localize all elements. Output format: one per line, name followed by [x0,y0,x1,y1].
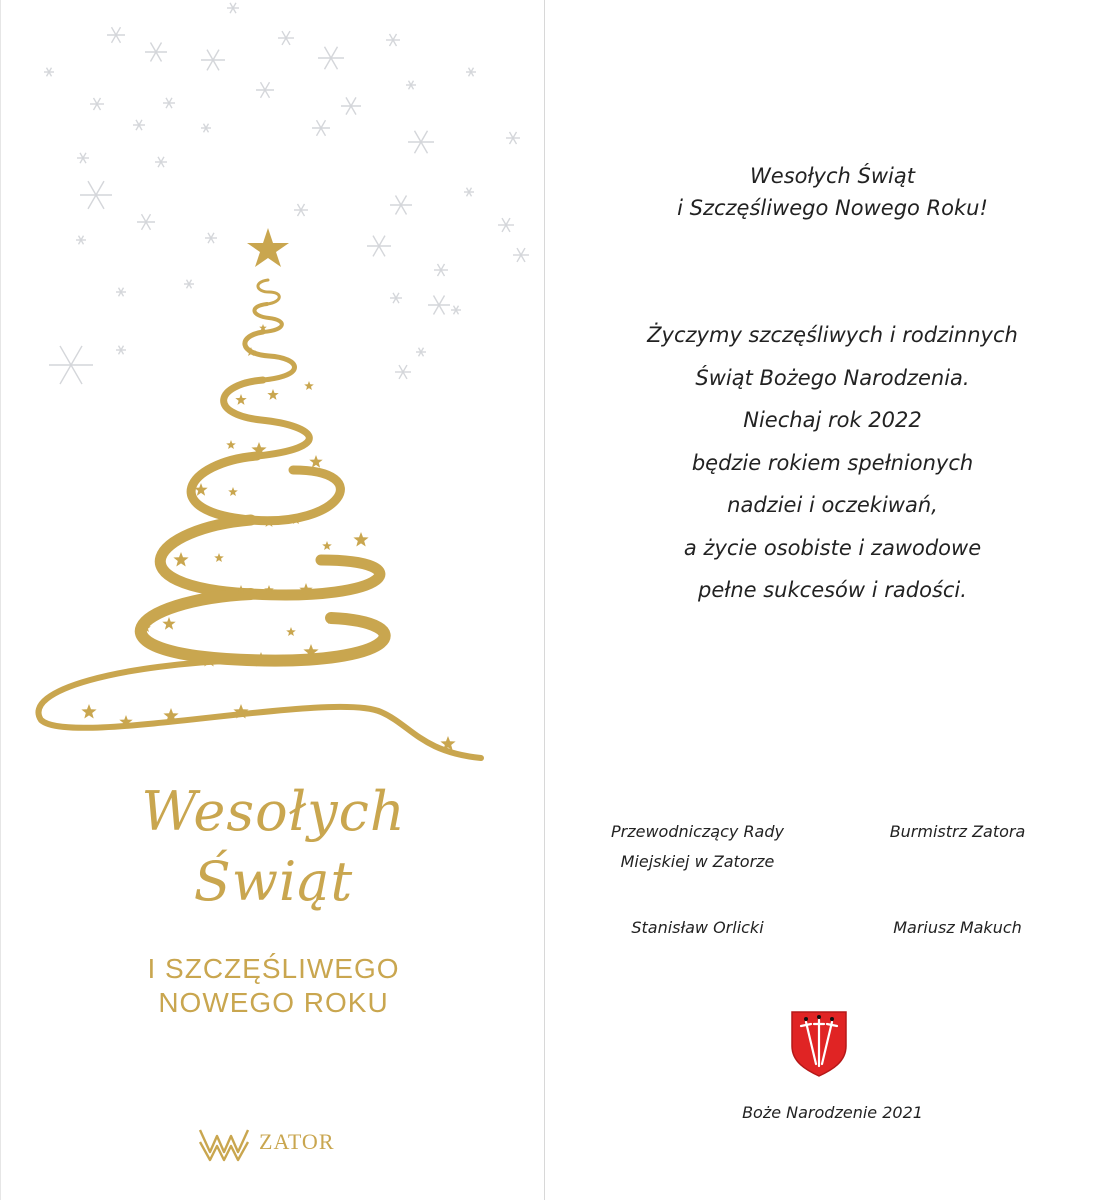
snowflake-icon [466,68,476,77]
snowflake-icon [107,27,125,43]
snowflake-icon [451,306,461,315]
snowflake-icon [513,248,529,262]
christmas-tree-illustration [1,0,546,1200]
front-caps-line-2: NOWEGO ROKU [158,987,389,1018]
snowflake-icon [312,120,330,136]
brand-name: ZATOR [259,1129,335,1154]
snowflake-icon [386,34,400,46]
star-icon [235,394,246,405]
snowflake-icon [155,157,167,167]
snowflake-icon [408,131,434,154]
snowflake-icon [163,98,175,108]
star-icon [309,455,322,468]
snowflake-icon [256,82,274,98]
front-script-line-1: Wesołych [141,780,406,843]
star-icon [322,541,332,550]
snowflake-icon [341,97,361,114]
snowflake-icon [395,365,411,379]
crown-icon [197,1122,251,1162]
card-front [0,0,545,1200]
tree-ribbon [38,280,481,758]
snowflake-icon [201,124,211,133]
snowflake-icon [77,153,89,163]
star-icon [81,704,96,719]
snowflake-icon [498,218,514,232]
snowflake-icon [44,68,54,77]
snowflake-icon [137,214,155,230]
snowflake-icon [90,98,104,110]
signatory-left-role-line-2: Miejskiej w Zatorze [620,852,775,871]
signatory-right-role: Burmistrz Zatora [889,822,1026,841]
snowflake-icon [416,348,426,357]
signatory-left-name: Stanisław Orlicki [631,918,764,937]
footer-date: Boże Narodzenie 2021 [742,1103,923,1122]
star-icon [267,389,278,400]
snowflake-icon [116,288,126,297]
snowflake-icon [278,31,294,45]
snowflake-icon [428,295,450,314]
snowflake-icon [390,293,402,303]
snowflake-icon [145,42,167,61]
snowflakes-decoration [44,3,529,384]
signatory-right-name: Mariusz Makuch [893,918,1022,937]
snowflake-icon [506,132,520,144]
snowflake-icon [390,195,412,214]
snowflake-icon [76,236,86,245]
wishes-text [546,314,1119,612]
snowflake-icon [464,188,474,197]
snowflake-icon [80,181,112,209]
greeting [546,160,1119,224]
snowflake-icon [434,264,448,276]
front-script-line-2: Świąt [193,850,354,913]
wishes-line: Świąt Bożego Narodzenia. [695,365,970,390]
signatory-left-role [580,817,815,877]
wishes-line: będzie rokiem spełnionych [691,450,974,475]
zator-logo [197,1120,335,1164]
star-icon [286,627,296,636]
wishes-line: nadziei i oczekiwań, [727,493,938,517]
snowflake-icon [227,3,239,13]
star-icon [228,487,238,496]
snowflake-icon [367,236,391,257]
snowflake-icon [184,280,194,289]
wishes-line: Niechaj rok 2022 [743,408,922,432]
wishes-line: Życzymy szczęśliwych i rodzinnych [647,323,1018,347]
greeting-line-1: Wesołych Świąt [750,164,915,188]
snowflake-icon [49,346,93,384]
snowflake-icon [201,50,225,71]
wishes-line: a życie osobiste i zawodowe [683,535,982,560]
star-icon [304,381,314,390]
front-caps-line-1: I SZCZĘŚLIWEGO [147,953,400,984]
snowflake-icon [116,346,126,355]
star-icon [226,440,236,449]
snowflake-icon [318,47,344,70]
star-icon [173,552,188,567]
star-icon [353,532,368,547]
greeting-line-2: i Szczęśliwego Nowego Roku! [677,196,988,220]
snowflake-icon [294,204,308,216]
snowflake-icon [406,81,416,90]
snowflake-icon [205,233,217,243]
tree-stars [81,324,455,751]
coat-of-arms-icon [788,1008,850,1078]
signatory-left-role-line-1: Przewodniczący Rady [611,822,784,841]
snowflake-icon [133,120,145,130]
star-icon [214,553,224,562]
star-icon [162,617,175,630]
tree-top-star [247,228,289,267]
wishes-line: pełne sukcesów i radości. [698,578,967,602]
